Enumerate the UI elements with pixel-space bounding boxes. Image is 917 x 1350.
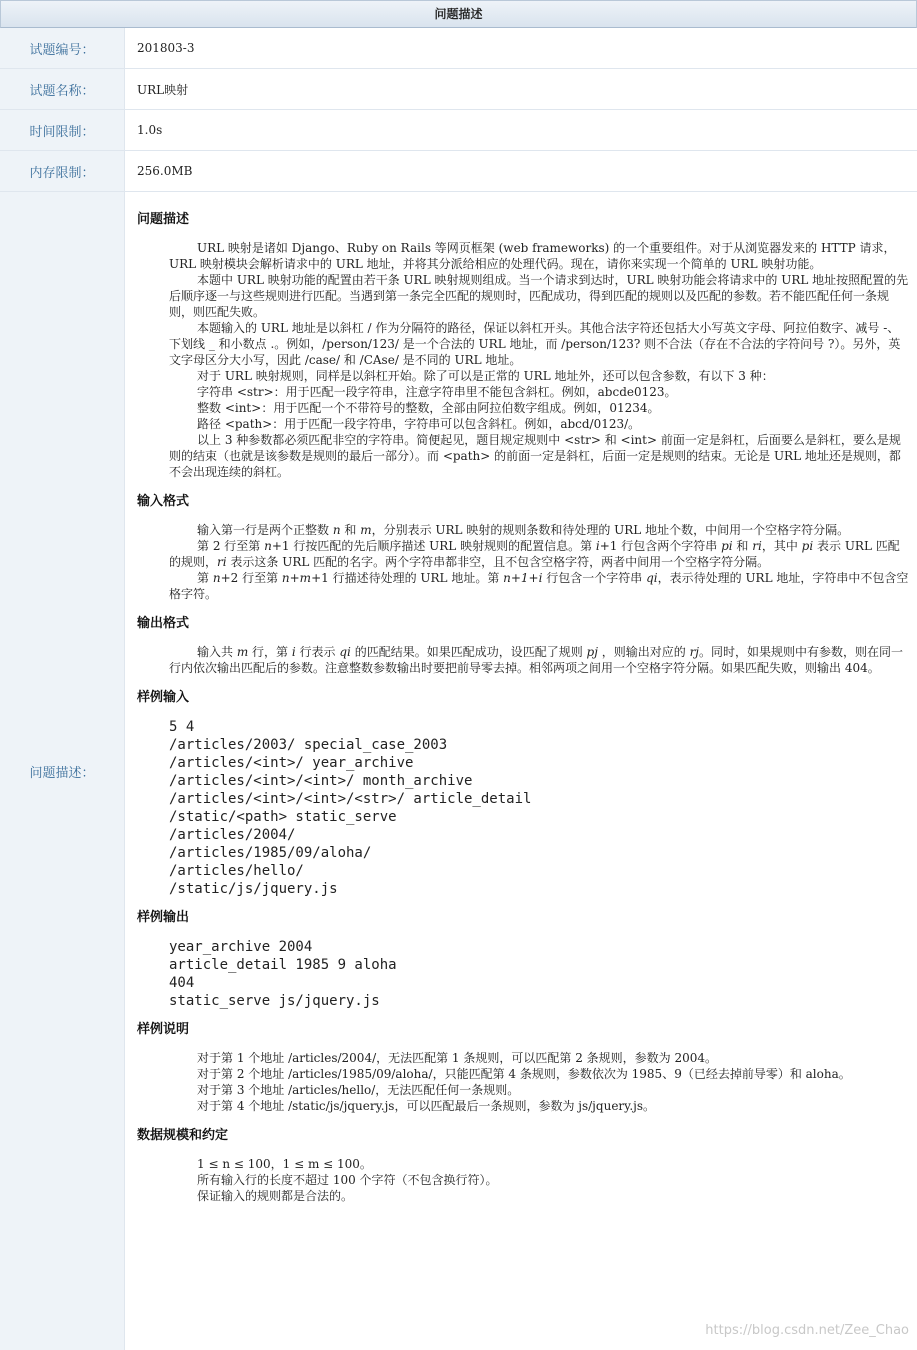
paragraph: 保证输入的规则都是合法的。 — [197, 1189, 354, 1203]
section-title-sample-output: 样例输出 — [137, 910, 190, 925]
text: 和 — [732, 539, 753, 553]
text: ，表示待处理的 URL 地址，字符串中不包含空格字符。 — [169, 571, 909, 601]
watermark: https://blog.csdn.net/Zee_Chao — [705, 1323, 909, 1338]
section-title-problem: 问题描述 — [137, 212, 190, 227]
paragraph: 对于第 3 个地址 /articles/hello/，无法匹配任何一条规则。 — [197, 1083, 520, 1097]
meta-row-time — [0, 110, 917, 151]
section-output — [137, 644, 909, 676]
math-var: n — [332, 523, 341, 537]
math-var: qi — [646, 571, 658, 585]
text: +1 行按匹配的先后顺序描述 URL 映射规则的配置信息。第 — [271, 539, 596, 553]
text: 第 — [197, 571, 213, 585]
meta-row-name — [0, 69, 917, 110]
math-var: m — [360, 523, 372, 537]
math-var: i — [595, 539, 600, 553]
paragraph: 整数 <int>：用于匹配一个不带符号的整数，全部由阿拉伯数字组成。例如，01234。 — [197, 401, 660, 415]
paragraph — [169, 538, 909, 570]
section-title-constraints: 数据规模和约定 — [137, 1128, 229, 1143]
math-var: n — [264, 539, 272, 553]
paragraph: 本题中 URL 映射功能的配置由若干条 URL 映射规则组成。当一个请求到达时，URL 映射功能会将请求中的 URL 地址按照配置的先后顺序逐一与这些规则进行匹配。当遇到第一条完全匹配的规则时，匹配成功，得到匹配的规则以及匹配的参数。若不能匹配任何一条规则，则匹配失败。 — [169, 273, 909, 319]
text: +1 行包含两个字符串 — [599, 539, 722, 553]
sample-input-code: 5 4 /articles/2003/ special_case_2003 /articles/<int>/ year_archive /articles/<int>/<int>/ month_archive /articles/<int>/<int>/<str>/ article_detail /static/<path> static_serve /articles/2004/ /articles/1985/09/aloha/ /articles/hello/ /static/js/jquery.js — [169, 719, 532, 897]
header-title: 问题描述 — [434, 7, 483, 21]
sample-output-code: year_archive 2004 article_detail 1985 9 aloha 404 static_serve js/jquery.js — [169, 939, 397, 1009]
description-label: 问题描述： — [0, 192, 125, 1350]
text: ，则输出对应的 — [597, 645, 690, 659]
page-header — [0, 0, 917, 28]
section-sample-explain — [137, 1050, 909, 1114]
text: 输入第一行是两个正整数 — [197, 523, 333, 537]
section-constraints — [137, 1156, 909, 1204]
meta-value: URL映射 — [137, 82, 189, 97]
paragraph: 对于第 2 个地址 /articles/1985/09/aloha/，只能匹配第 4 条规则，参数依次为 1985、9（已经去掉前导零）和 aloha。 — [197, 1067, 851, 1081]
section-title-input: 输入格式 — [137, 494, 190, 509]
text: 。同时，如果规则中有参数，则在同一行内依次输出匹配后的参数。注意整数参数输出时要把前导零去掉。相邻两项之间用一个空格字符分隔。如果匹配失败，则输出 404。 — [169, 645, 904, 675]
text: +2 行至第 — [220, 571, 282, 585]
paragraph: 1 ≤ n ≤ 100，1 ≤ m ≤ 100。 — [197, 1157, 372, 1171]
meta-label: 试题编号： — [0, 28, 125, 68]
section-title-output: 输出格式 — [137, 616, 190, 631]
paragraph: 对于第 1 个地址 /articles/2004/，无法匹配第 1 条规则，可以匹配第 2 条规则，参数为 2004。 — [197, 1051, 717, 1065]
meta-label: 时间限制： — [0, 110, 125, 150]
math-var: n+1+i — [503, 571, 543, 585]
meta-value: 201803-3 — [137, 41, 195, 55]
text: 第 2 行至第 — [197, 539, 265, 553]
paragraph: 对于第 4 个地址 /static/js/jquery.js，可以匹配最后一条规则，参数为 js/jquery.js。 — [197, 1099, 656, 1113]
paragraph — [169, 522, 909, 538]
math-var: rj — [689, 645, 700, 659]
math-var: m — [236, 645, 249, 659]
math-var: pi — [801, 539, 814, 553]
meta-row-id — [0, 28, 917, 69]
description-content — [125, 192, 917, 1350]
paragraph: 路径 <path>：用于匹配一段字符串，字符串可以包含斜杠。例如，abcd/0123/。 — [197, 417, 641, 431]
paragraph: 所有输入行的长度不超过 100 个字符（不包含换行符）。 — [197, 1173, 498, 1187]
math-var: i — [291, 645, 296, 659]
meta-label: 内存限制： — [0, 151, 125, 191]
text: ，其中 — [761, 539, 802, 553]
meta-row-memory — [0, 151, 917, 192]
paragraph: 以上 3 种参数都必须匹配非空的字符串。简便起见，题目规定规则中 <str> 和 <int> 前面一定是斜杠，后面要么是斜杠，要么是规则的结束（也就是该参数是规则的最后一部分）。而 <path> 的前面一定是斜杠，后面一定是规则的结束。无论是 URL 地址还是规则，都不会出现连续的斜杠。 — [169, 433, 901, 479]
text: 和 — [340, 523, 361, 537]
text: 输入共 — [197, 645, 237, 659]
paragraph: 本题输入的 URL 地址是以斜杠 / 作为分隔符的路径，保证以斜杠开头。其他合法字符还包括大小写英文字母、阿拉伯数字、减号 -、下划线 _ 和小数点 .。例如，/person/123/ 是一个合法的 URL 地址，而 /person/123? 则不合法（存在不合法的字符问号 ?）。另外，英文字母区分大小写，因此 /case/ 和 /CAse/ 是不同的 URL 地址。 — [169, 321, 901, 367]
text: 行，第 — [248, 645, 292, 659]
text: +1 行描述待处理的 URL 地址。第 — [311, 571, 504, 585]
paragraph: URL 映射是诸如 Django、Ruby on Rails 等网页框架 (web frameworks) 的一个重要组件。对于从浏览器发来的 HTTP 请求，URL 映射模块会解析请求中的 URL 地址，并将其分派给相应的处理代码。现在，请你来实现一个简单的 URL 映射功能。 — [169, 241, 896, 271]
paragraph: 字符串 <str>：用于匹配一段字符串，注意字符串里不能包含斜杠。例如，abcde0123。 — [197, 385, 677, 399]
paragraph — [169, 570, 909, 602]
math-var: pi — [721, 539, 733, 553]
text: 行包含一个字符串 — [542, 571, 647, 585]
text: 行表示 — [295, 645, 340, 659]
section-title-sample-explain: 样例说明 — [137, 1022, 190, 1037]
math-var: ri — [217, 555, 227, 569]
math-var: qi — [339, 645, 351, 659]
meta-label: 试题名称： — [0, 69, 125, 109]
section-input — [137, 522, 909, 602]
text: 的匹配结果。如果匹配成功，设匹配了规则 — [350, 645, 587, 659]
description-row — [0, 192, 917, 1350]
section-title-sample-input: 样例输入 — [137, 690, 190, 705]
math-var: pj — [586, 645, 598, 659]
section-problem — [137, 240, 909, 480]
text: 表示这条 URL 匹配的名字。两个字符串都非空，且不包含空格字符，两者中间用一个空格字符分隔。 — [226, 555, 770, 569]
math-var: n+m — [281, 571, 312, 585]
paragraph — [169, 644, 909, 676]
text: ，分别表示 URL 映射的规则条数和待处理的 URL 地址个数，中间用一个空格字符分隔。 — [371, 523, 850, 537]
math-var: ri — [752, 539, 762, 553]
paragraph: 对于 URL 映射规则，同样是以斜杠开始。除了可以是正常的 URL 地址外，还可以包含参数，有以下 3 种： — [197, 369, 774, 383]
math-var: n — [212, 571, 221, 585]
meta-value: 256.0MB — [137, 164, 193, 178]
text: 表示 URL 匹配的规则， — [169, 539, 900, 569]
meta-value: 1.0s — [137, 123, 163, 137]
